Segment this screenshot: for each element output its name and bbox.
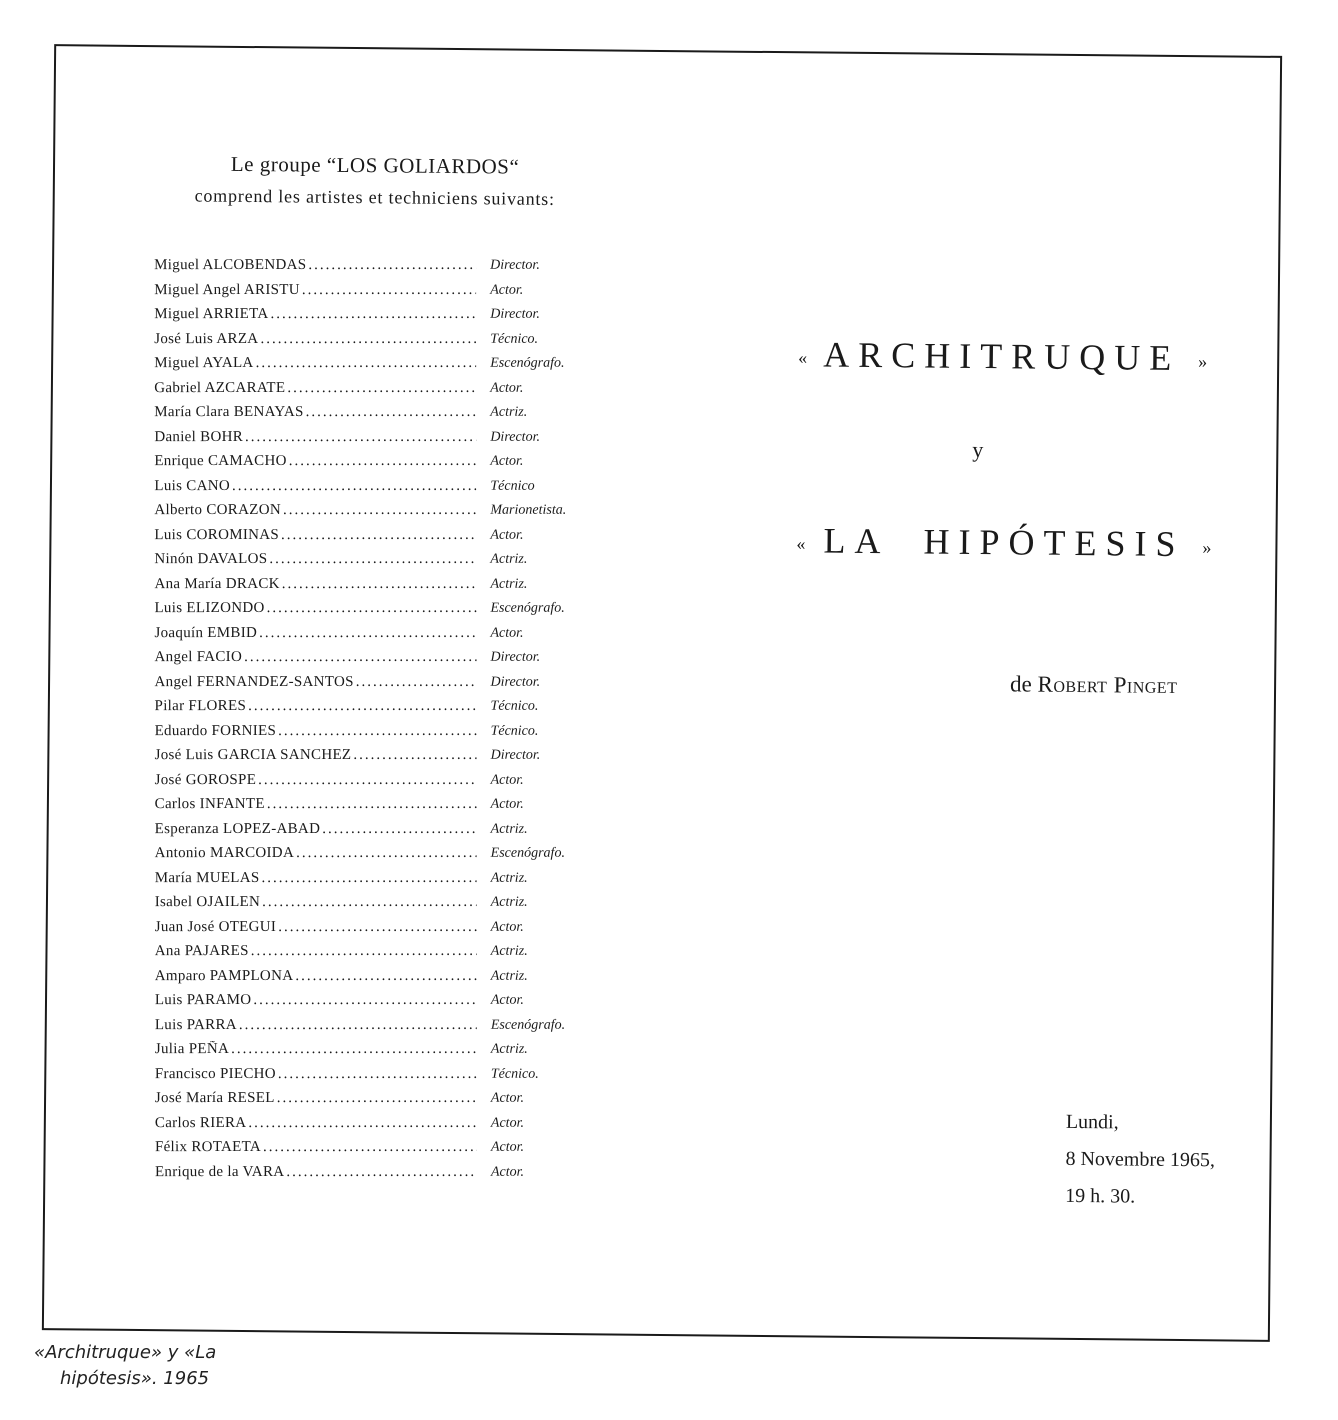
cast-name: Daniel BOHR <box>154 428 244 445</box>
conjunction: y <box>972 436 984 463</box>
cast-row <box>155 1090 715 1115</box>
author-name: Robert Pinget <box>1037 671 1178 698</box>
cast-name-cell <box>155 894 477 911</box>
cast-role: Actor. <box>490 992 524 1008</box>
leader-dots <box>267 796 477 813</box>
cast-name: Alberto CORAZON <box>154 501 281 519</box>
cast-name-cell <box>155 918 477 935</box>
cast-name: Carlos RIERA <box>154 1114 247 1131</box>
cast-name: Julia PEÑA <box>154 1041 230 1058</box>
cast-name: Luis COROMINAS <box>154 526 280 543</box>
leader-dots <box>322 820 476 837</box>
cast-role: Director. <box>490 747 541 763</box>
cast-name-cell <box>155 943 477 960</box>
cast-name-cell <box>155 967 477 984</box>
cast-row <box>155 747 715 772</box>
cast-row <box>154 257 714 282</box>
cast-role: Actriz. <box>490 870 528 886</box>
group-title: Le groupe “LOS GOLIARDOS“ <box>230 151 520 179</box>
cast-row <box>154 502 714 527</box>
cast-row <box>155 943 715 968</box>
cast-name-cell <box>154 306 476 323</box>
cast-role: Actriz. <box>490 968 528 984</box>
leader-dots <box>251 943 477 960</box>
cast-name: Amparo PAMPLONA <box>154 967 294 984</box>
quote-open: « <box>796 533 806 554</box>
image-caption <box>34 1340 216 1392</box>
cast-role: Técnico. <box>490 723 539 739</box>
cast-role: Actriz. <box>490 576 528 592</box>
cast-row <box>155 649 715 674</box>
cast-row <box>154 281 714 306</box>
cast-name: José Luis GARCIA SANCHEZ <box>154 746 352 764</box>
cast-name: Francisco PIECHO <box>154 1065 276 1082</box>
author-line <box>1010 671 1178 699</box>
leader-dots <box>232 477 476 494</box>
cast-role: Director. <box>490 649 541 665</box>
cast-name-cell <box>155 845 477 862</box>
cast-name-cell <box>155 771 477 788</box>
cast-row <box>155 771 715 796</box>
cast-name: María MUELAS <box>154 869 260 886</box>
cast-name: Enrique de la VARA <box>154 1163 285 1180</box>
cast-name: Eduardo FORNIES <box>154 722 277 739</box>
cast-name: Luis PARAMO <box>154 992 252 1009</box>
cast-name-cell <box>155 1016 477 1033</box>
cast-name-cell <box>155 698 477 715</box>
cast-name-cell <box>154 428 476 445</box>
cast-role: Actriz. <box>490 894 528 910</box>
cast-row <box>154 306 714 331</box>
cast-name-cell <box>154 502 476 519</box>
cast-row <box>154 330 714 355</box>
cast-role: Actriz. <box>490 551 528 567</box>
cast-name: José María RESEL <box>154 1090 275 1107</box>
cast-name-cell <box>154 330 476 347</box>
leader-dots <box>306 404 477 421</box>
leader-dots <box>263 1139 477 1156</box>
leader-dots <box>287 379 476 396</box>
leader-dots <box>256 355 477 372</box>
group-subtitle: comprend les artistes et techniciens suivants: <box>194 185 555 209</box>
leader-dots <box>262 869 477 886</box>
cast-role: Actor. <box>490 282 524 298</box>
leader-dots <box>353 747 476 764</box>
play-title-text: ARCHITRUQUE <box>823 334 1181 378</box>
cast-row <box>155 992 715 1017</box>
leader-dots <box>282 575 477 592</box>
cast-row <box>155 845 715 870</box>
cast-name: María Clara BENAYAS <box>154 403 304 421</box>
leader-dots <box>278 918 477 935</box>
cast-role: Actor. <box>490 1164 525 1180</box>
date-day: Lundi, <box>1065 1110 1119 1134</box>
leader-dots <box>260 330 476 347</box>
cast-row <box>154 526 714 551</box>
leader-dots <box>267 600 477 617</box>
cast-row <box>155 1139 715 1164</box>
cast-row <box>154 428 714 453</box>
cast-name-cell <box>154 257 476 274</box>
cast-name: Ana PAJARES <box>154 943 249 960</box>
cast-name-cell <box>155 1163 477 1180</box>
leader-dots <box>258 771 476 788</box>
cast-role: Director. <box>490 257 540 273</box>
performance-date <box>1065 1104 1215 1216</box>
cast-row <box>155 1016 715 1041</box>
cast-name-cell <box>155 1041 477 1058</box>
cast-role: Actor. <box>490 453 524 469</box>
cast-name: Miguel ARRIETA <box>154 306 269 323</box>
cast-name-cell <box>155 1139 477 1156</box>
leader-dots <box>277 1090 477 1107</box>
leader-dots <box>269 551 476 568</box>
cast-name-cell <box>154 575 476 592</box>
cast-name-cell <box>155 747 477 764</box>
leader-dots <box>253 992 476 1009</box>
cast-list <box>154 257 715 1188</box>
date-time: 19 h. 30. <box>1065 1184 1136 1208</box>
leader-dots <box>278 1065 477 1082</box>
cast-row <box>155 673 715 698</box>
cast-role: Actor. <box>490 796 524 812</box>
cast-row <box>155 918 715 943</box>
play-title-hipotesis <box>796 519 1236 565</box>
leader-dots <box>295 967 476 984</box>
leader-dots <box>286 1163 477 1180</box>
cast-name-cell <box>155 1090 477 1107</box>
leader-dots <box>283 502 476 519</box>
cast-role: Técnico. <box>490 698 539 714</box>
cast-role: Actor. <box>490 919 524 935</box>
cast-name-cell <box>155 722 477 739</box>
date-full: 8 Novembre 1965, <box>1065 1147 1216 1172</box>
cast-row <box>155 796 715 821</box>
cast-role: Actor. <box>490 772 524 788</box>
cast-name-cell <box>155 796 477 813</box>
leader-dots <box>239 1016 477 1033</box>
cast-role: Actriz. <box>490 943 528 959</box>
cast-role: Marionetista. <box>490 502 567 518</box>
cast-role: Actor. <box>490 625 524 641</box>
cast-row <box>154 355 714 380</box>
cast-name: Gabriel AZCARATE <box>154 379 286 396</box>
cast-name: Miguel ALCOBENDAS <box>154 256 307 274</box>
cast-name-cell <box>155 820 477 837</box>
cast-name-cell <box>154 281 476 298</box>
cast-name: Miguel Angel ARISTU <box>154 281 300 298</box>
cast-name: Luis CANO <box>154 477 230 494</box>
cast-name-cell <box>154 477 476 494</box>
cast-role: Director. <box>490 429 540 445</box>
cast-row <box>154 575 714 600</box>
leader-dots <box>245 428 476 445</box>
cast-row <box>155 1065 715 1090</box>
cast-name-cell <box>154 551 476 568</box>
cast-role: Director. <box>490 674 541 690</box>
cast-name-cell <box>155 649 477 666</box>
cast-name: Félix ROTAETA <box>154 1139 262 1156</box>
quote-open: « <box>798 347 808 368</box>
play-title-architruque <box>798 333 1238 379</box>
leader-dots <box>308 257 476 274</box>
cast-row <box>154 477 714 502</box>
cast-row <box>155 1163 715 1188</box>
leader-dots <box>356 673 477 690</box>
cast-name: Miguel AYALA <box>154 355 254 372</box>
cast-name-cell <box>154 379 476 396</box>
cast-role: Escenógrafo. <box>490 845 565 861</box>
cast-row <box>155 1114 715 1139</box>
cast-role: Actor. <box>490 1090 524 1106</box>
cast-name: Esperanza LOPEZ-ABAD <box>154 820 321 837</box>
cast-row <box>154 379 714 404</box>
cast-row <box>154 404 714 429</box>
leader-dots <box>270 306 476 323</box>
cast-role: Escenógrafo. <box>490 1017 566 1033</box>
cast-role: Escenógrafo. <box>490 355 565 371</box>
cast-name-cell <box>155 869 477 886</box>
cast-name: Isabel OJAILEN <box>154 894 261 911</box>
cast-name-cell <box>154 526 476 543</box>
cast-name: José GOROSPE <box>154 771 257 788</box>
cast-role: Actriz. <box>490 1041 528 1057</box>
cast-role: Actor. <box>490 527 524 543</box>
cast-name: Angel FACIO <box>154 649 243 666</box>
cast-row <box>154 624 714 649</box>
cast-row <box>155 1041 715 1066</box>
cast-name: Luis ELIZONDO <box>154 600 265 617</box>
leader-dots <box>244 649 476 666</box>
cast-role: Técnico. <box>490 1066 539 1082</box>
cast-role: Director. <box>490 306 540 322</box>
cast-name-cell <box>155 673 477 690</box>
cast-name: Angel FERNANDEZ-SANTOS <box>154 673 354 690</box>
cast-name: Joaquín EMBID <box>154 624 258 641</box>
cast-row <box>155 967 715 992</box>
author-prefix: de <box>1009 671 1032 697</box>
cast-role: Actor. <box>490 1139 525 1155</box>
cast-name: Ana María DRACK <box>154 575 280 592</box>
cast-name: Ninón DAVALOS <box>154 551 268 568</box>
cast-role: Actriz. <box>490 821 528 837</box>
cast-name-cell <box>154 624 476 641</box>
leader-dots <box>248 1114 476 1131</box>
cast-name: Pilar FLORES <box>154 698 247 715</box>
cast-name: Luis PARRA <box>154 1016 237 1033</box>
cast-row <box>155 698 715 723</box>
leader-dots <box>302 281 476 298</box>
caption-line-1: «Architruque» y «La <box>34 1342 217 1363</box>
cast-name-cell <box>155 992 477 1009</box>
cast-role: Actor. <box>490 1115 524 1131</box>
leader-dots <box>259 624 476 641</box>
cast-role: Técnico <box>490 478 535 494</box>
cast-row <box>154 551 714 576</box>
cast-row <box>155 869 715 894</box>
leader-dots <box>296 845 477 862</box>
leader-dots <box>281 526 476 543</box>
cast-row <box>155 820 715 845</box>
cast-row <box>154 453 714 478</box>
cast-name-cell <box>155 1114 477 1131</box>
quote-close: » <box>1198 351 1208 372</box>
cast-row <box>155 894 715 919</box>
cast-name: José Luis ARZA <box>154 330 259 347</box>
cast-row <box>154 600 714 625</box>
program-page <box>42 44 1282 1342</box>
cast-name: Antonio MARCOIDA <box>154 844 295 862</box>
quote-close: » <box>1202 537 1212 558</box>
leader-dots <box>248 698 476 715</box>
leader-dots <box>289 453 477 470</box>
cast-name: Juan José OTEGUI <box>154 918 277 935</box>
cast-name: Enrique CAMACHO <box>154 452 287 470</box>
leader-dots <box>278 722 476 739</box>
cast-role: Técnico. <box>490 331 539 347</box>
leader-dots <box>262 894 477 911</box>
cast-name-cell <box>154 453 476 470</box>
cast-role: Escenógrafo. <box>490 600 565 616</box>
cast-name: Carlos INFANTE <box>154 796 265 813</box>
play-title-text: LA HIPÓTESIS <box>823 520 1185 565</box>
cast-name-cell <box>154 404 476 421</box>
cast-row <box>155 722 715 747</box>
cast-name-cell <box>154 600 476 617</box>
cast-role: Actriz. <box>490 404 528 420</box>
leader-dots <box>231 1041 477 1058</box>
cast-role: Actor. <box>490 380 524 396</box>
cast-name-cell <box>155 1065 477 1082</box>
caption-line-2: hipótesis». 1965 <box>60 1368 210 1389</box>
cast-name-cell <box>154 355 476 372</box>
